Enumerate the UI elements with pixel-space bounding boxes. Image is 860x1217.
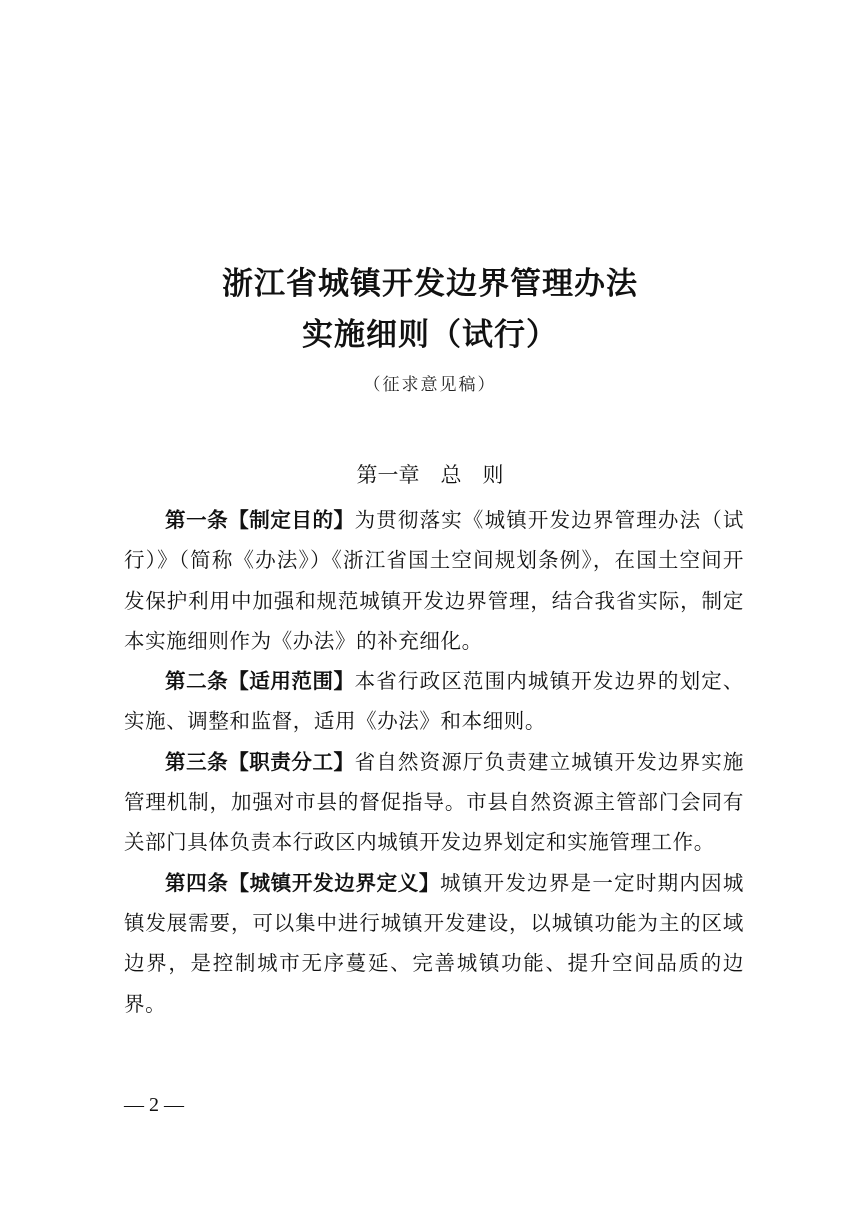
document-body xyxy=(124,500,744,1024)
page-number: — 2 — xyxy=(124,1094,184,1116)
article-1 xyxy=(124,500,744,661)
article-2-lead: 第二条【适用范围】 xyxy=(165,669,355,694)
article-1-text: 为贯彻落实《城镇开发边界管理办法（试行）》（简称《办法》）《浙江省国土空间规划条例》，在国土空间开发保护利用中加强和规范城镇开发边界管理，结合我省实际，制定本实施细则作为《办法》的补充细化。 xyxy=(124,508,744,653)
article-4 xyxy=(124,863,744,1024)
document-title-line1: 浙江省城镇开发边界管理办法 xyxy=(222,266,638,302)
chapter-heading: 第一章 总 则 xyxy=(356,463,504,487)
article-3-lead: 第三条【职责分工】 xyxy=(165,749,355,774)
article-3-text: 省自然资源厅负责建立城镇开发边界实施管理机制，加强对市县的督促指导。市县自然资源主管部门会同有关部门具体负责本行政区内城镇开发边界划定和实施管理工作。 xyxy=(124,749,744,855)
article-4-lead: 第四条【城镇开发边界定义】 xyxy=(165,870,441,895)
article-3 xyxy=(124,742,744,863)
article-2-text: 本省行政区范围内城镇开发边界的划定、实施、调整和监督，适用《办法》和本细则。 xyxy=(124,669,744,734)
article-2 xyxy=(124,661,744,742)
article-1-lead: 第一条【制定目的】 xyxy=(165,508,355,532)
article-4-text: 城镇开发边界是一定时期内因城镇发展需要，可以集中进行城镇开发建设，以城镇功能为主的区域边界，是控制城市无序蔓延、完善城镇功能、提升空间品质的边界。 xyxy=(124,870,744,1016)
draft-note: （征求意见稿） xyxy=(363,375,497,395)
document-title-line2: 实施细则（试行） xyxy=(302,317,558,353)
